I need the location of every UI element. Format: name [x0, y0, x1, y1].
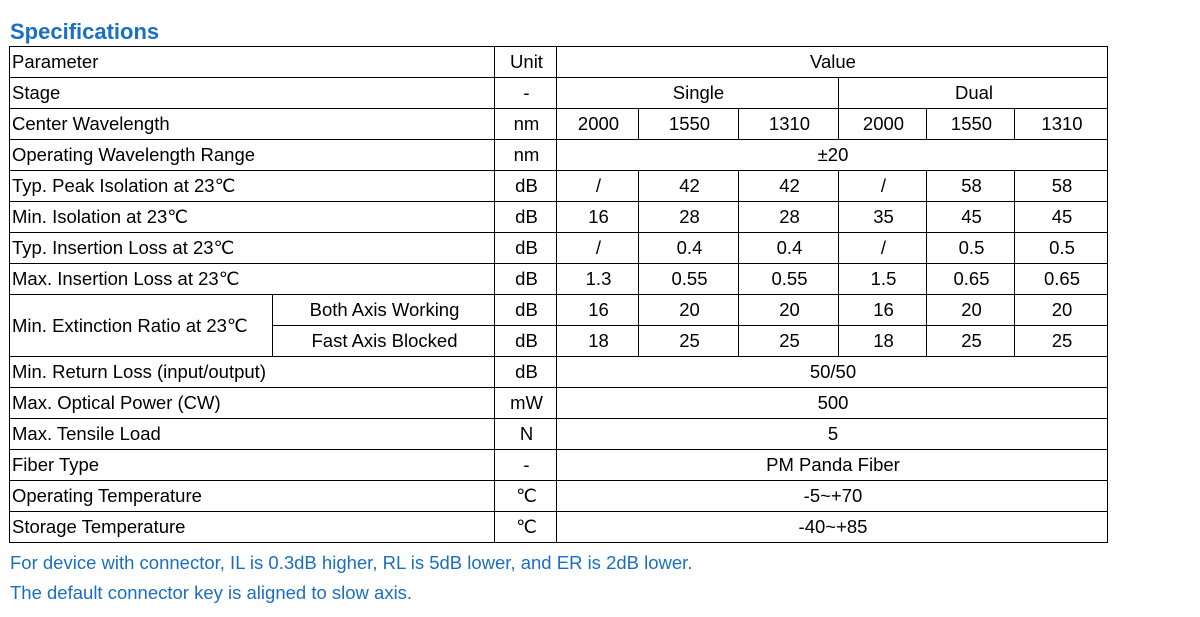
table-row-stage — [10, 78, 1108, 109]
value-cell: 58 — [927, 171, 1015, 202]
table-row-return-loss — [10, 357, 1108, 388]
specifications-table — [9, 46, 1108, 543]
unit-cell: - — [495, 450, 557, 481]
value-cell: 42 — [739, 171, 839, 202]
table-row-typ-peak-isolation — [10, 171, 1108, 202]
page-title: Specifications — [10, 19, 160, 44]
table-row-header — [10, 47, 1108, 78]
param-label: Operating Wavelength Range — [10, 140, 495, 171]
param-label: Typ. Peak Isolation at 23℃ — [10, 171, 495, 202]
value-cell: 0.4 — [739, 233, 839, 264]
value-cell: 28 — [639, 202, 739, 233]
value-cell: ±20 — [557, 140, 1108, 171]
value-cell: / — [839, 171, 927, 202]
value-cell: 42 — [639, 171, 739, 202]
sub-param-label: Fast Axis Blocked — [273, 326, 495, 357]
value-cell: 16 — [557, 295, 639, 326]
param-label: Storage Temperature — [10, 512, 495, 543]
value-cell: 1310 — [1015, 109, 1108, 140]
value-cell: 0.55 — [639, 264, 739, 295]
value-cell: 1.5 — [839, 264, 927, 295]
unit-cell: mW — [495, 388, 557, 419]
value-cell: 1.3 — [557, 264, 639, 295]
value-cell: 18 — [839, 326, 927, 357]
value-cell: 500 — [557, 388, 1108, 419]
value-cell: 58 — [1015, 171, 1108, 202]
value-cell: 18 — [557, 326, 639, 357]
header-unit: Unit — [495, 47, 557, 78]
param-label: Center Wavelength — [10, 109, 495, 140]
value-cell: 25 — [639, 326, 739, 357]
unit-cell: dB — [495, 264, 557, 295]
unit-cell: nm — [495, 109, 557, 140]
value-cell: 2000 — [839, 109, 927, 140]
value-cell: 1310 — [739, 109, 839, 140]
sub-param-label: Both Axis Working — [273, 295, 495, 326]
unit-cell: nm — [495, 140, 557, 171]
param-label: Max. Tensile Load — [10, 419, 495, 450]
table-row-center-wavelength — [10, 109, 1108, 140]
value-cell: 2000 — [557, 109, 639, 140]
stage-single: Single — [557, 78, 839, 109]
value-cell: 5 — [557, 419, 1108, 450]
table-row-extinction-both — [10, 295, 1108, 326]
note-connector-key: The default connector key is aligned to slow axis. — [10, 582, 413, 603]
param-label: Operating Temperature — [10, 481, 495, 512]
value-cell: 20 — [639, 295, 739, 326]
value-cell: / — [557, 233, 639, 264]
value-cell: 45 — [927, 202, 1015, 233]
value-cell: 16 — [839, 295, 927, 326]
value-cell: 45 — [1015, 202, 1108, 233]
param-label: Typ. Insertion Loss at 23℃ — [10, 233, 495, 264]
value-cell: 0.65 — [1015, 264, 1108, 295]
table-row-typ-insertion-loss — [10, 233, 1108, 264]
value-cell: 25 — [1015, 326, 1108, 357]
value-cell: / — [557, 171, 639, 202]
value-cell: 20 — [739, 295, 839, 326]
param-label: Stage — [10, 78, 495, 109]
table-row-storage-temp — [10, 512, 1108, 543]
table-row-min-isolation — [10, 202, 1108, 233]
param-label: Max. Optical Power (CW) — [10, 388, 495, 419]
value-cell: -40~+85 — [557, 512, 1108, 543]
value-cell: 35 — [839, 202, 927, 233]
unit-cell: dB — [495, 202, 557, 233]
unit-cell: ℃ — [495, 481, 557, 512]
note-connector: For device with connector, IL is 0.3dB higher, RL is 5dB lower, and ER is 2dB lower. — [10, 552, 693, 573]
param-label: Max. Insertion Loss at 23℃ — [10, 264, 495, 295]
value-cell: -5~+70 — [557, 481, 1108, 512]
value-cell: 1550 — [927, 109, 1015, 140]
value-cell: 50/50 — [557, 357, 1108, 388]
value-cell: 25 — [927, 326, 1015, 357]
table-row-optical-power — [10, 388, 1108, 419]
param-label: Fiber Type — [10, 450, 495, 481]
param-label: Min. Extinction Ratio at 23℃ — [10, 295, 273, 357]
unit-cell: dB — [495, 171, 557, 202]
stage-dual: Dual — [839, 78, 1108, 109]
unit-cell: ℃ — [495, 512, 557, 543]
unit-cell: N — [495, 419, 557, 450]
unit-cell: dB — [495, 295, 557, 326]
unit-cell: dB — [495, 326, 557, 357]
param-label: Min. Return Loss (input/output) — [10, 357, 495, 388]
table-row-tensile-load — [10, 419, 1108, 450]
param-label: Min. Isolation at 23℃ — [10, 202, 495, 233]
value-cell: 0.4 — [639, 233, 739, 264]
table-row-operating-temp — [10, 481, 1108, 512]
table-row-fiber-type — [10, 450, 1108, 481]
header-parameter: Parameter — [10, 47, 495, 78]
value-cell: / — [839, 233, 927, 264]
value-cell: 20 — [927, 295, 1015, 326]
value-cell: 1550 — [639, 109, 739, 140]
value-cell: 0.5 — [1015, 233, 1108, 264]
value-cell: 28 — [739, 202, 839, 233]
unit-cell: dB — [495, 233, 557, 264]
unit-cell: dB — [495, 357, 557, 388]
table-row-max-insertion-loss — [10, 264, 1108, 295]
value-cell: 25 — [739, 326, 839, 357]
value-cell: 0.65 — [927, 264, 1015, 295]
header-value: Value — [557, 47, 1108, 78]
table-row-operating-range — [10, 140, 1108, 171]
value-cell: 0.5 — [927, 233, 1015, 264]
value-cell: PM Panda Fiber — [557, 450, 1108, 481]
value-cell: 0.55 — [739, 264, 839, 295]
value-cell: 16 — [557, 202, 639, 233]
value-cell: 20 — [1015, 295, 1108, 326]
unit-cell: - — [495, 78, 557, 109]
